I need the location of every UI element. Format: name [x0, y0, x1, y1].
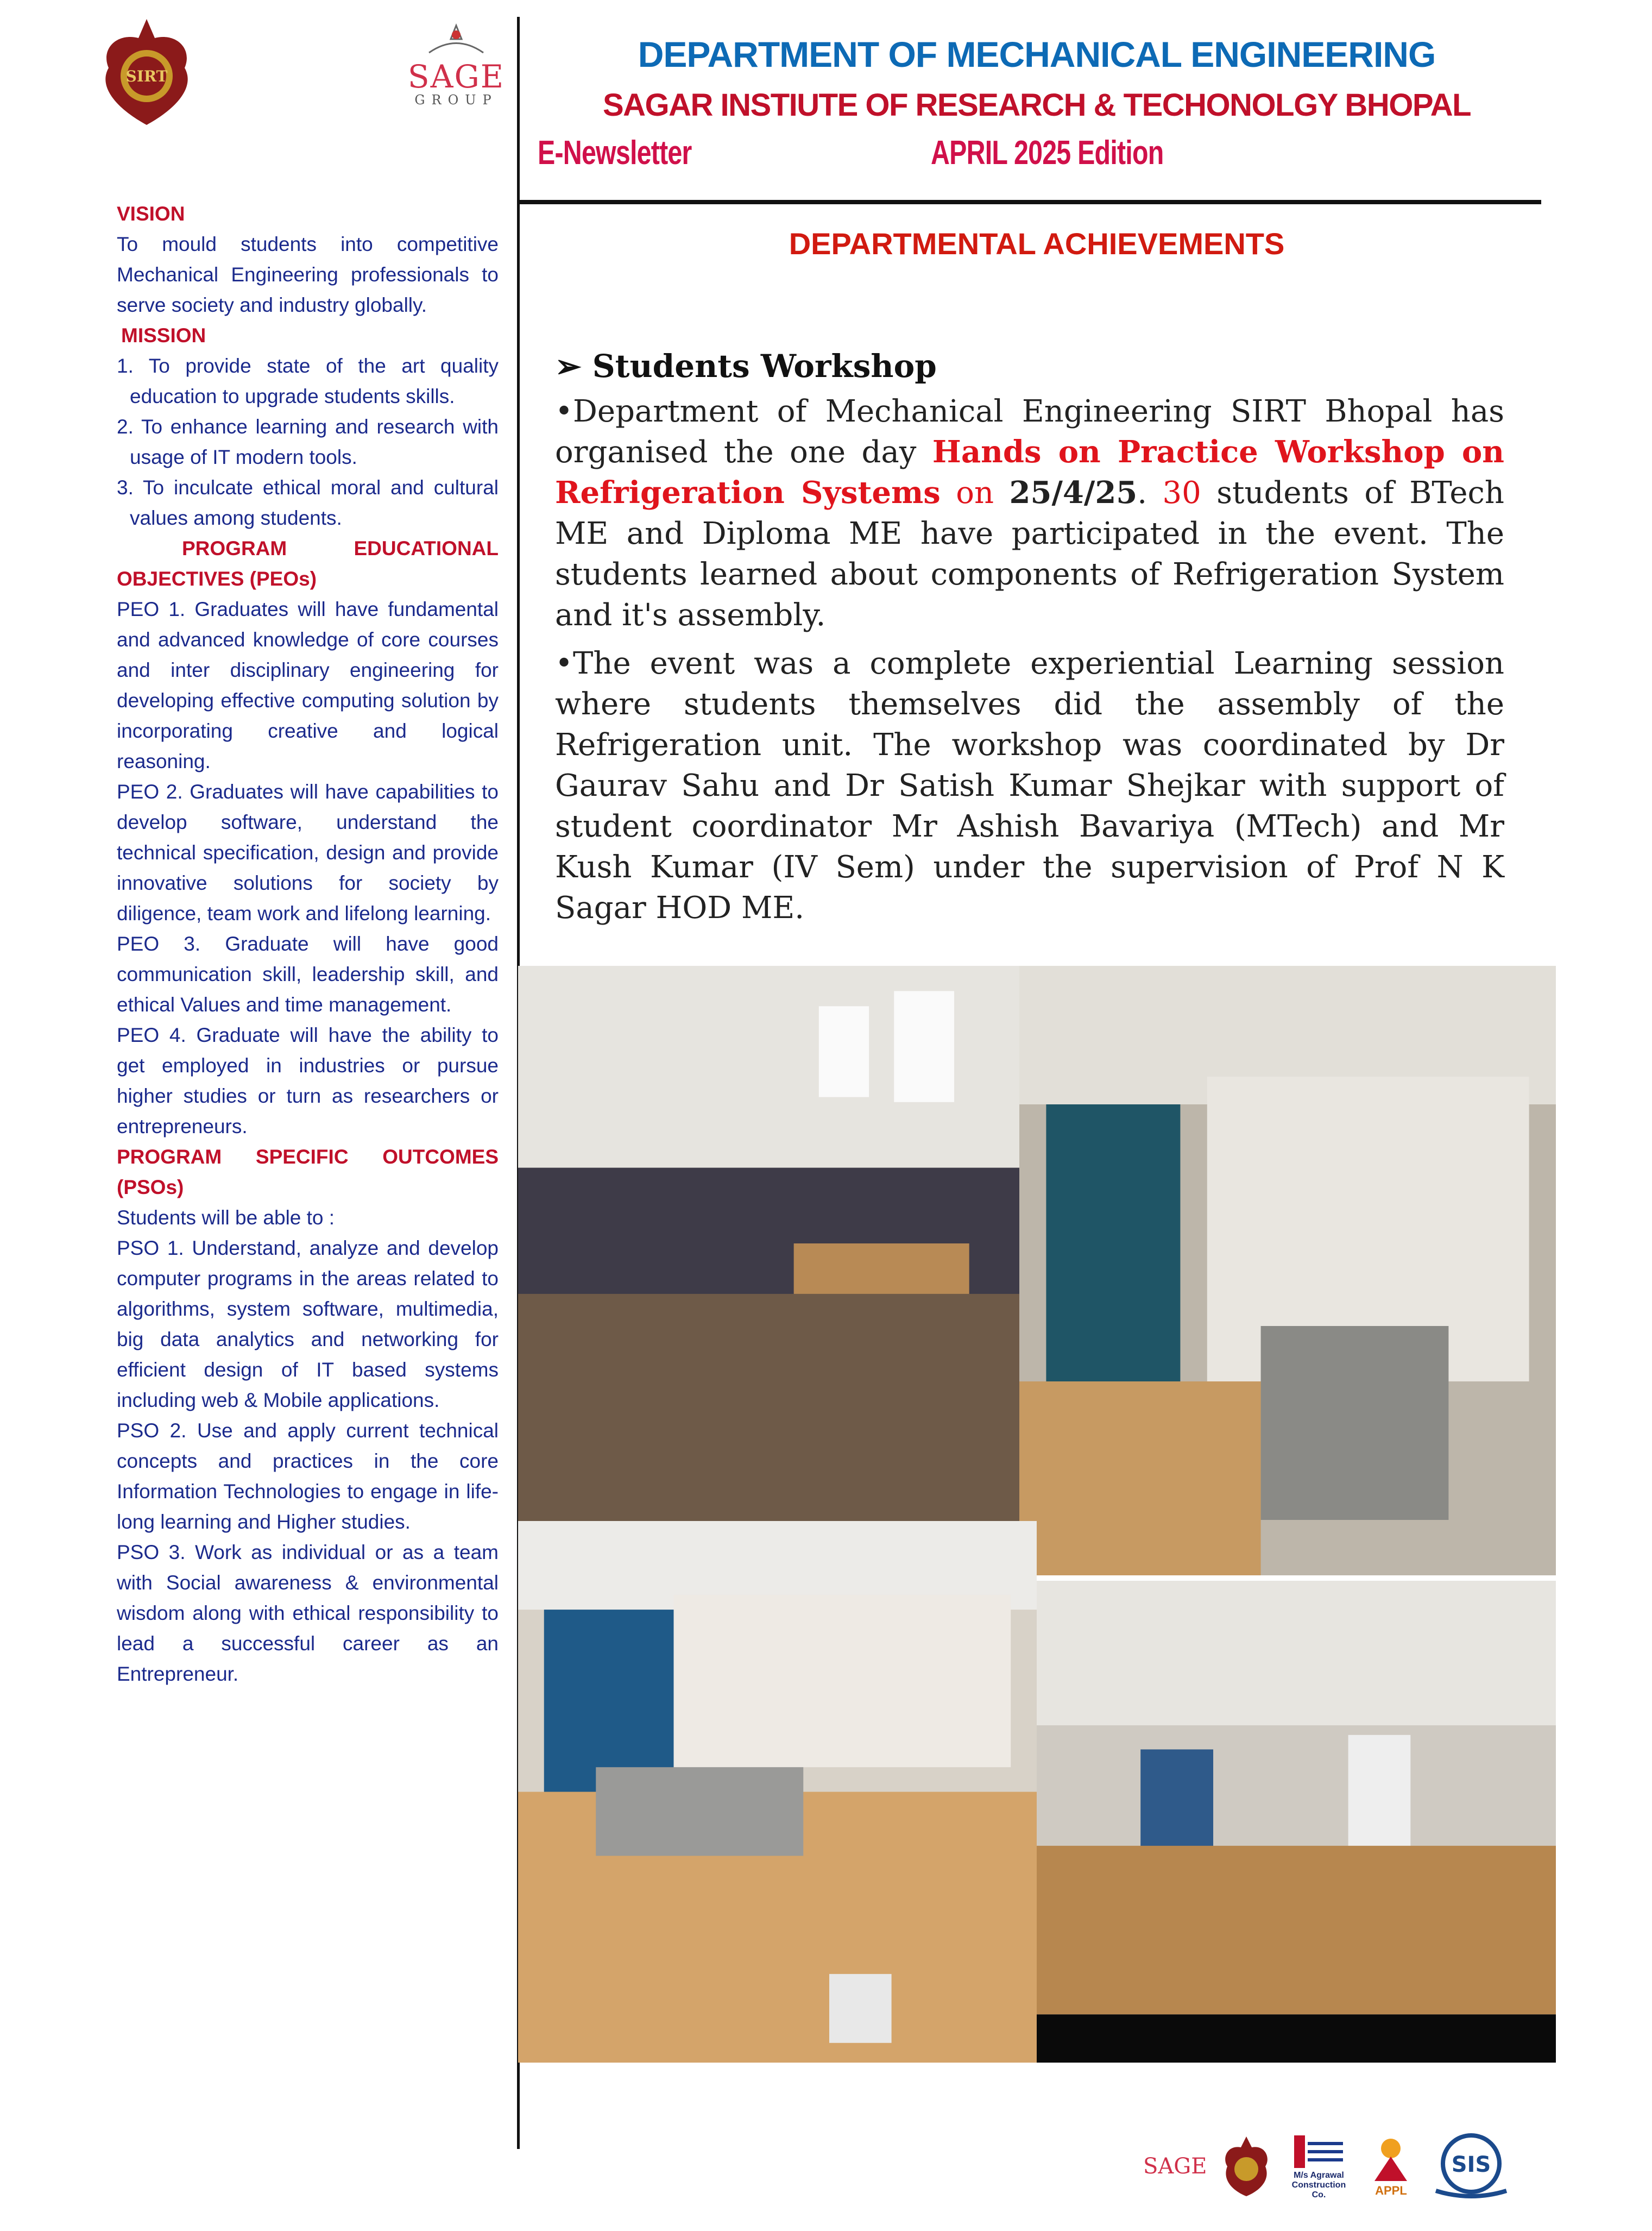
sage-logo-sub: GROUP — [414, 92, 498, 108]
institute-title: SAGAR INSTIUTE OF RESEARCH & TECHONOLGY BHOPAL — [602, 87, 1471, 123]
workshop-photo-classroom — [518, 966, 1019, 1521]
peo-heading: PROGRAM EDUCATIONAL OBJECTIVES (PEOs) — [117, 537, 499, 590]
footer-appl-logo: APPL — [1366, 2131, 1415, 2202]
footer-logos — [1143, 2127, 1556, 2205]
arrow-bullet-icon: ➢ — [555, 348, 592, 385]
edition-label: APRIL 2025 Edition — [931, 134, 1164, 172]
sage-logo — [402, 16, 510, 114]
participant-count: 30 — [1162, 475, 1201, 511]
vision-heading: VISION — [117, 203, 185, 225]
vision-text: To mould students into competitive Mechanical Engineering professionals to serve society and industry globally. — [117, 233, 499, 316]
mission-heading: MISSION — [121, 324, 206, 347]
pso-item: PSO 3. Work as individual or as a team with Social awareness & environmental wisdom along with ethical responsibility to lead a successful career as an Entrepreneur. — [117, 1541, 499, 1685]
article — [555, 348, 1504, 936]
peo-item: PEO 2. Graduates will have capabilities to develop software, understand the technical specification, design and provide innovative solutions for society by diligence, team work and lifelong learning. — [117, 781, 499, 925]
sage-logo-text: SAGE — [407, 58, 505, 95]
sidebar — [117, 199, 499, 1689]
peo-item: PEO 4. Graduate will have the ability to get employed in industries or pursue higher studies or turn as researchers or entrepreneurs. — [117, 1024, 499, 1138]
workshop-photo-unit — [518, 1521, 1037, 2063]
peo-item: PEO 1. Graduates will have fundamental and advanced knowledge of core courses and inter disciplinary engineering for developing effective computing solution by incorporating creative and logical reasoning. — [117, 598, 499, 772]
footer-sis-logo — [1430, 2131, 1512, 2202]
mission-item: 1. To provide state of the art quality education to upgrade students skills. — [117, 355, 499, 407]
department-title: DEPARTMENT OF MECHANICAL ENGINEERING — [638, 34, 1436, 74]
event-name: Hands on Practice Workshop on Refrigeration Systems — [555, 434, 1504, 511]
footer-sage-logo: SAGE — [1143, 2153, 1207, 2179]
peo-item: PEO 3. Graduate will have good communication skill, leadership skill, and ethical Values and time management. — [117, 933, 499, 1016]
newsletter-label: E-Newsletter — [538, 134, 692, 172]
pso-item: PSO 2. Use and apply current technical concepts and practices in the core Information Technologies to engage in life-long learning and Higher studies. — [117, 1419, 499, 1533]
mission-item: 3. To inculcate ethical moral and cultural values among students. — [117, 476, 499, 529]
article-title: Students Workshop — [592, 348, 937, 385]
footer-agrawal-logo: M/s Agrawal Construction Co. — [1286, 2131, 1351, 2202]
pso-item: PSO 1. Understand, analyze and develop computer programs in the areas related to algorithms, system software, multimedia, big data analytics and networking for efficient design of IT based systems including web & Mobile applications. — [117, 1237, 499, 1411]
article-paragraph-2: •The event was a complete experiential Learning session where students themselves did the assembly of the Refrigeration unit. The workshop was coordinated by Dr Gaurav Sahu and Dr Satish Kumar Shejkar with support of student coordinator Mr Ashish Bavariya (MTech) and Mr Kush Kumar (IV Sem) under the supervision of Prof N K Sagar HOD ME. — [555, 646, 1504, 926]
sirt-logo — [95, 16, 198, 130]
footer-sirt-logo — [1222, 2131, 1271, 2202]
workshop-photo-assembly — [1019, 966, 1556, 1575]
article-heading — [555, 348, 1504, 385]
svg-text:SIS: SIS — [1452, 2152, 1491, 2177]
pso-heading: PROGRAM SPECIFIC OUTCOMES (PSOs) — [117, 1146, 499, 1198]
event-date: 25/4/25 — [1009, 475, 1138, 511]
article-paragraph-1: •Department of Mechanical Engineering SIRT Bhopal has organised the one day Hands on Practice Workshop on Refrigeration Systems on 25/4/25. 30 students of BTech ME and Diploma ME have participated in the event. The students learned about components of Refrigeration System and it's assembly. — [555, 394, 1504, 633]
section-title: DEPARTMENTAL ACHIEVEMENTS — [789, 227, 1285, 261]
header-rule — [518, 200, 1541, 204]
pso-intro: Students will be able to : — [117, 1206, 335, 1229]
workshop-photo-lab — [1037, 1581, 1556, 2063]
mission-item: 2. To enhance learning and research with usage of IT modern tools. — [117, 416, 499, 468]
svg-text:SIRT: SIRT — [125, 67, 168, 85]
